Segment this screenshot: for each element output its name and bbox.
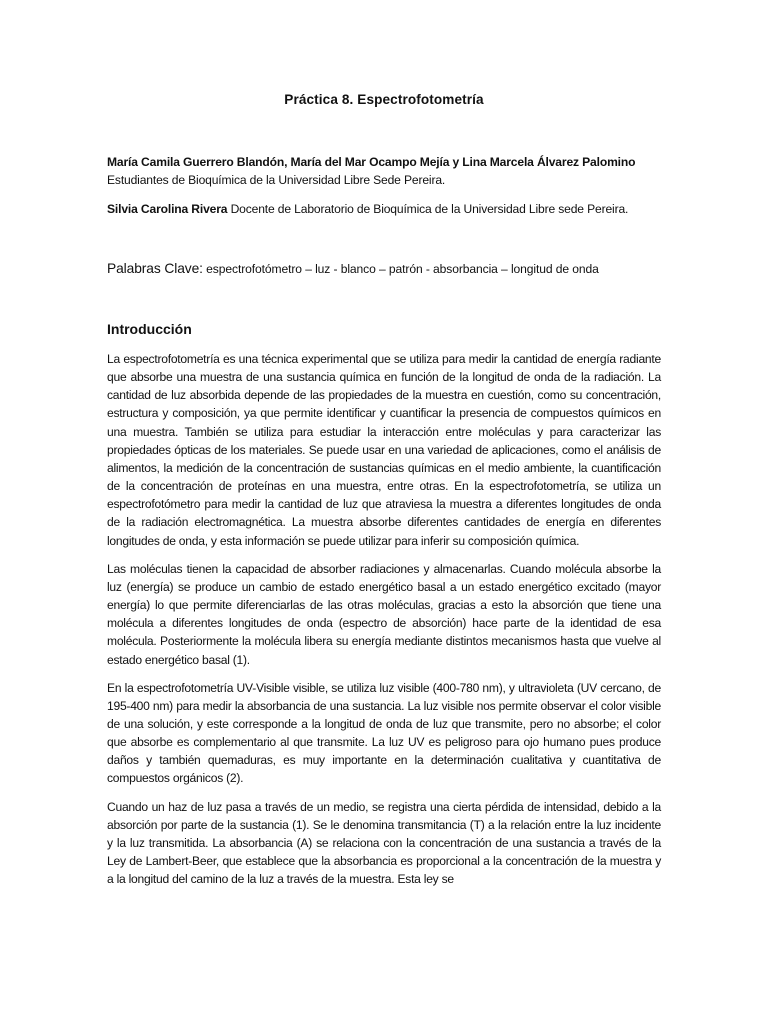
paragraph: Las moléculas tienen la capacidad de absorber radiaciones y almacenarlas. Cuando molécula absorbe la luz (energía) se produce un cambio de estado energético basal a un estado energético excitado (mayor energía) lo que permite diferenciarlas de las otras moléculas, gracias a esto la absorción que tiene una molécula a diferentes longitudes de onda (espectro de absorción) hace parte de la identidad de esa molécula. Posteriormente la molécula libera su energía mediante distintos mecanismos hasta que vuelve al estado energético basal (1).: [107, 561, 661, 667]
instructor-block: [107, 200, 667, 218]
instructor-name: Silvia Carolina Rivera: [107, 202, 228, 216]
document-title: Práctica 8. Espectrofotometría: [284, 92, 484, 107]
keywords-line: [107, 261, 667, 276]
instructor-role: Docente de Laboratorio de Bioquímica de la Universidad Libre sede Pereira.: [227, 202, 629, 216]
author-names: María Camila Guerrero Blandón, María del Mar Ocampo Mejía y Lina Marcela Álvarez Palomino: [107, 155, 636, 169]
author-affiliation: Estudiantes de Bioquímica de la Universidad Libre Sede Pereira.: [107, 173, 446, 187]
paragraph: En la espectrofotometría UV-Visible visible, se utiliza luz visible (400-780 nm), y ultravioleta (UV cercano, de 195-400 nm) para medir la absorbancia de una sustancia. La luz visible nos permite observar el color visible de una solución, y este corresponde a la longitud de onda de luz que transmite, pero no absorbe; el color que absorbe es complementario al que transmite. La luz UV es peligroso para ojo humano pues produce daños y también quemaduras, es muy importante en la determinación cualitativa y cuantitativa de compuestos orgánicos (2).: [107, 680, 661, 786]
paragraph: Cuando un haz de luz pasa a través de un medio, se registra una cierta pérdida de intensidad, debido a la absorción por parte de la sustancia (1). Se le denomina transmitancia (T) a la relación entre la luz incidente y la luz transmitida. La absorbancia (A) se relaciona con la concentración de una sustancia a través de la Ley de Lambert-Beer, que establece que la absorbancia es proporcional a la concentración de la muestra y a la longitud del camino de la luz a través de la muestra. Esta ley se: [107, 799, 661, 887]
authors-block: [107, 153, 667, 189]
introduction-body: [107, 350, 661, 898]
paragraph: La espectrofotometría es una técnica experimental que se utiliza para medir la cantidad de energía radiante que absorbe una muestra de una sustancia química en función de la longitud de onda de la radiación. La cantidad de luz absorbida depende de las propiedades de la muestra en cuestión, como su concentración, estructura y composición, ya que permite identificar y cuantificar la presencia de compuestos químicos en una muestra. También se utiliza para estudiar la interacción entre moléculas y para caracterizar las propiedades ópticas de los materiales. Se puede usar en una variedad de aplicaciones, como el análisis de alimentos, la medición de la concentración de sustancias químicas en el medio ambiente, la cuantificación de la concentración de proteínas en una muestra, entre otras. En la espectrofotometría, se utiliza un espectrofotómetro para medir la cantidad de luz que atraviesa la muestra a diferentes longitudes de onda de la radiación electromagnética. La muestra absorbe diferentes cantidades de energía en diferentes longitudes de onda, y esta información se puede utilizar para inferir su composición química.: [107, 352, 661, 548]
section-heading-introduccion: Introducción: [107, 321, 192, 337]
keywords-label: Palabras Clave:: [107, 261, 203, 276]
keywords-values: espectrofotómetro – luz - blanco – patrón - absorbancia – longitud de onda: [202, 262, 599, 276]
